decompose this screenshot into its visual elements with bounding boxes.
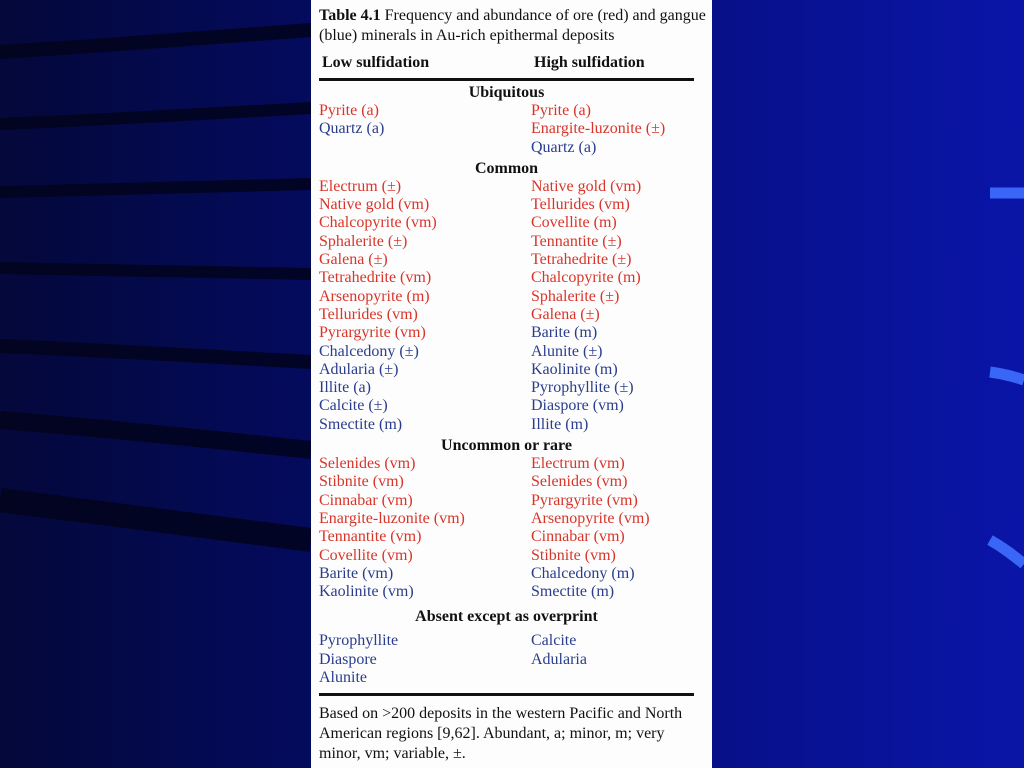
high-sulfidation-list [531,632,587,669]
mineral-item: Diaspore [319,650,377,668]
mineral-item: Barite (m) [531,324,598,342]
mineral-item: Alunite (±) [531,342,603,360]
mineral-item: Chalcedony (m) [531,564,635,582]
mineral-item: Electrum (vm) [531,455,625,473]
mineral-item: Calcite [531,632,577,650]
table-caption-text: Frequency and abundance of ore (red) and gangue (blue) minerals in Au-rich epithermal deposits [319,7,706,44]
section-ubiquitous [319,102,704,157]
table-footnote: Based on >200 deposits in the western Pacific and North American regions [9,62]. Abundant, a; minor, m; very minor, vm; variable, ±. [319,705,683,763]
mineral-item: Native gold (vm) [531,177,642,195]
mineral-item: Enargite-luzonite (vm) [319,509,465,527]
table-caption [319,6,714,46]
mineral-item: Tennantite (±) [531,232,622,250]
mineral-item: Tetrahedrite (vm) [319,269,432,287]
mineral-item: Pyrophyllite (±) [531,379,634,397]
mineral-item: Covellite (vm) [319,546,413,564]
mineral-item: Pyrargyrite (vm) [531,491,638,509]
mineral-item: Covellite (m) [531,214,617,232]
mineral-item: Kaolinite (m) [531,360,618,378]
mineral-item: Cinnabar (vm) [531,528,625,546]
mineral-item: Quartz (a) [531,138,597,156]
section-title-common: Common [474,159,539,177]
mineral-item: Galena (±) [319,251,388,269]
mineral-item: Smectite (m) [319,415,403,433]
high-sulfidation-list [531,102,665,157]
section-title-uncommon: Uncommon or rare [441,437,572,455]
mineral-item: Chalcopyrite (m) [531,269,641,287]
mineral-item: Selenides (vm) [531,473,628,491]
mineral-item: Illite (a) [319,379,371,397]
mineral-item: Tellurides (vm) [319,305,418,323]
mineral-item: Adularia (±) [319,360,399,378]
mineral-item: Electrum (±) [319,177,402,195]
column-headers [319,52,712,74]
mineral-item: Enargite-luzonite (±) [531,120,666,138]
footer-rule [319,693,694,696]
low-sulfidation-list [319,455,465,601]
mineral-item: Pyrite (a) [319,102,379,119]
mineral-item: Illite (m) [531,415,589,433]
mineral-item: Arsenopyrite (vm) [531,509,650,527]
section-title-ubiquitous: Ubiquitous [468,84,545,101]
mineral-item: Smectite (m) [531,583,615,601]
mineral-item: Tetrahedrite (±) [531,251,632,269]
low-sulfidation-list [319,102,384,139]
mineral-item: Pyrophyllite [319,632,399,650]
mineral-item: Quartz (a) [319,120,385,138]
mineral-table [311,0,712,768]
mineral-item: Galena (±) [531,305,600,323]
mineral-item: Barite (vm) [319,564,394,582]
mineral-item: Stibnite (vm) [319,473,404,491]
table-number: Table 4.1 [319,7,381,24]
mineral-item: Selenides (vm) [319,455,416,473]
section-uncommon [319,455,704,601]
mineral-item: Chalcedony (±) [319,342,419,360]
mineral-item: Tellurides (vm) [531,196,630,214]
mineral-item: Tennantite (vm) [319,528,422,546]
high-sulfidation-list [531,178,641,434]
mineral-item: Calcite (±) [319,397,388,415]
high-sulfidation-list [531,455,650,601]
mineral-item: Chalcopyrite (vm) [319,214,437,232]
mineral-item: Alunite [319,669,367,687]
mineral-item: Native gold (vm) [319,196,430,214]
mineral-item: Sphalerite (±) [531,287,620,305]
header-high-sulfidation: High sulfidation [534,54,645,71]
mineral-item: Pyrargyrite (vm) [319,324,426,342]
section-absent [319,632,704,687]
mineral-item: Cinnabar (vm) [319,491,413,509]
mineral-item: Diaspore (vm) [531,397,624,415]
mineral-item: Sphalerite (±) [319,232,408,250]
mineral-item: Stibnite (vm) [531,546,616,564]
header-rule [319,78,694,81]
mineral-item: Pyrite (a) [531,102,591,119]
mineral-item: Adularia [531,650,587,668]
low-sulfidation-list [319,178,437,434]
mineral-item: Kaolinite (vm) [319,583,414,601]
section-title-absent: Absent except as overprint [415,608,598,626]
section-common [319,178,704,434]
mineral-item: Arsenopyrite (m) [319,287,430,305]
header-low-sulfidation: Low sulfidation [322,54,430,71]
low-sulfidation-list [319,632,398,687]
